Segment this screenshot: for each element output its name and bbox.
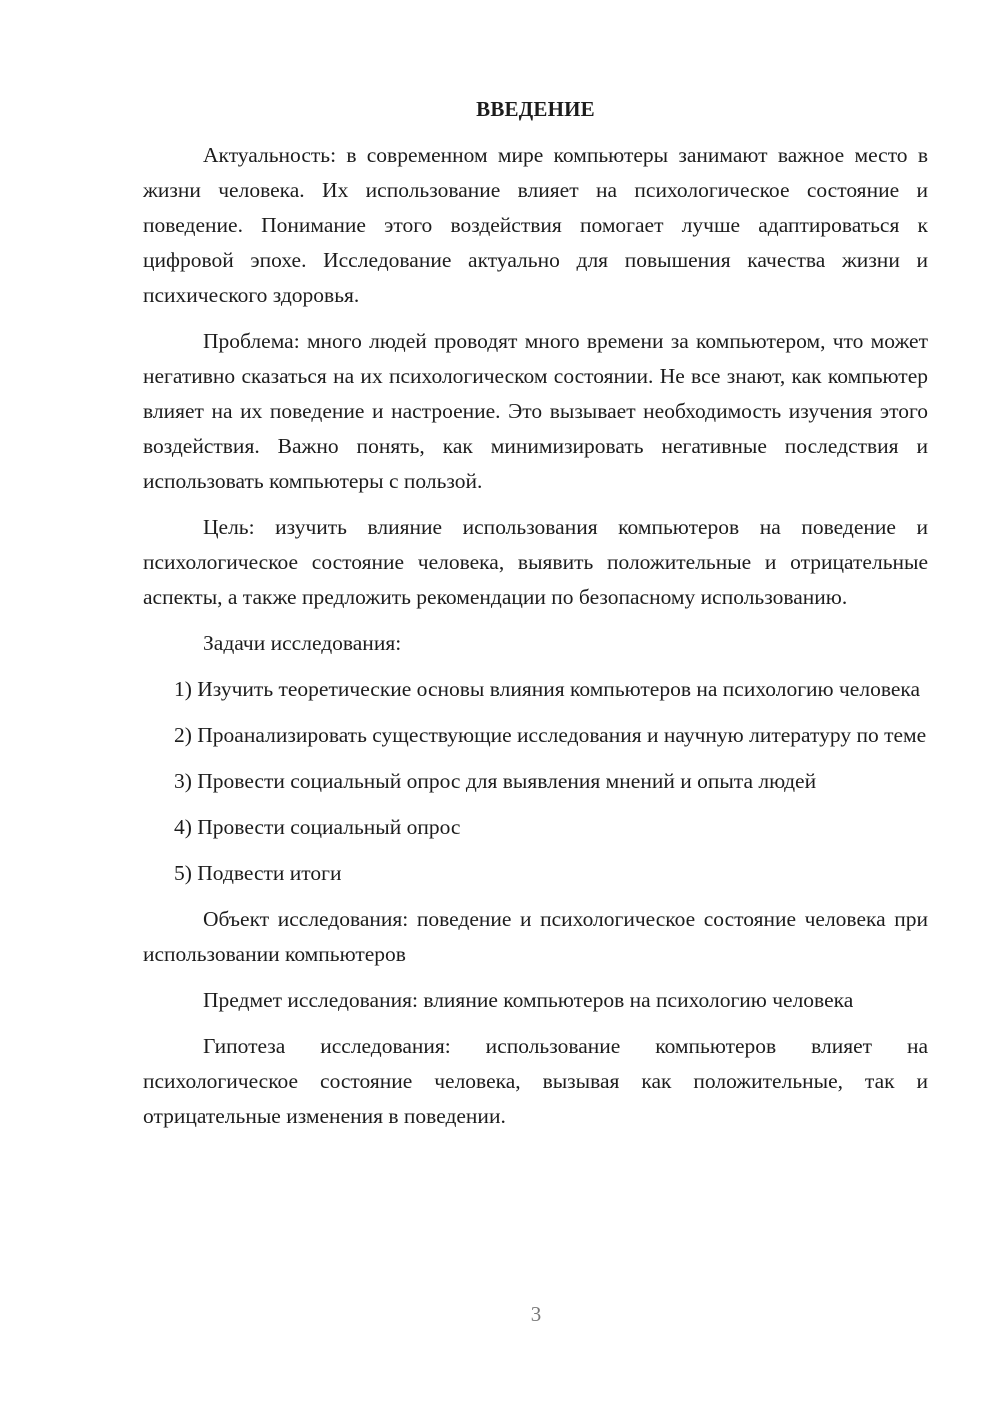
hypothesis-paragraph: Гипотеза исследования: использование компьютеров влияет на психологическое состояние человека, вызывая как положительные, так и отрицательные изменения в поведении. <box>143 1034 928 1128</box>
task-item: 1) Изучить теоретические основы влияния компьютеров на психологию человека <box>174 677 921 701</box>
page-number: 3 <box>530 1302 542 1326</box>
tasks-list <box>143 672 928 891</box>
document-page <box>143 92 928 1145</box>
problem-paragraph: Проблема: много людей проводят много времени за компьютером, что может негативно сказаться на их психологическом состоянии. Не все знают, как компьютер влияет на их поведение и настроение. Это вызывает необходимость изучения этого воздействия. Важно понять, как минимизировать негативные последствия и использовать компьютеры с пользой. <box>143 329 928 493</box>
tasks-heading: Задачи исследования: <box>203 631 402 655</box>
relevance-paragraph: Актуальность: в современном мире компьютеры занимают важное место в жизни человека. Их использование влияет на психологическое состояние и поведение. Понимание этого воздействия помогает лучше адаптироваться к цифровой эпохе. Исследование актуально для повышения качества жизни и психического здоровья. <box>143 143 928 307</box>
task-item: 2) Проанализировать существующие исследования и научную литературу по теме <box>174 723 927 747</box>
task-item: 3) Провести социальный опрос для выявления мнений и опыта людей <box>174 769 817 793</box>
task-item: 5) Подвести итоги <box>174 861 342 885</box>
subject-paragraph: Предмет исследования: влияние компьютеров на психологию человека <box>203 988 854 1012</box>
section-title: ВВЕДЕНИЕ <box>476 97 595 121</box>
goal-paragraph: Цель: изучить влияние использования компьютеров на поведение и психологическое состояние человека, выявить положительные и отрицательные аспекты, а также предложить рекомендации по безопасному использованию. <box>143 515 928 609</box>
task-item: 4) Провести социальный опрос <box>174 815 461 839</box>
object-paragraph: Объект исследования: поведение и психологическое состояние человека при использовании компьютеров <box>143 907 928 966</box>
